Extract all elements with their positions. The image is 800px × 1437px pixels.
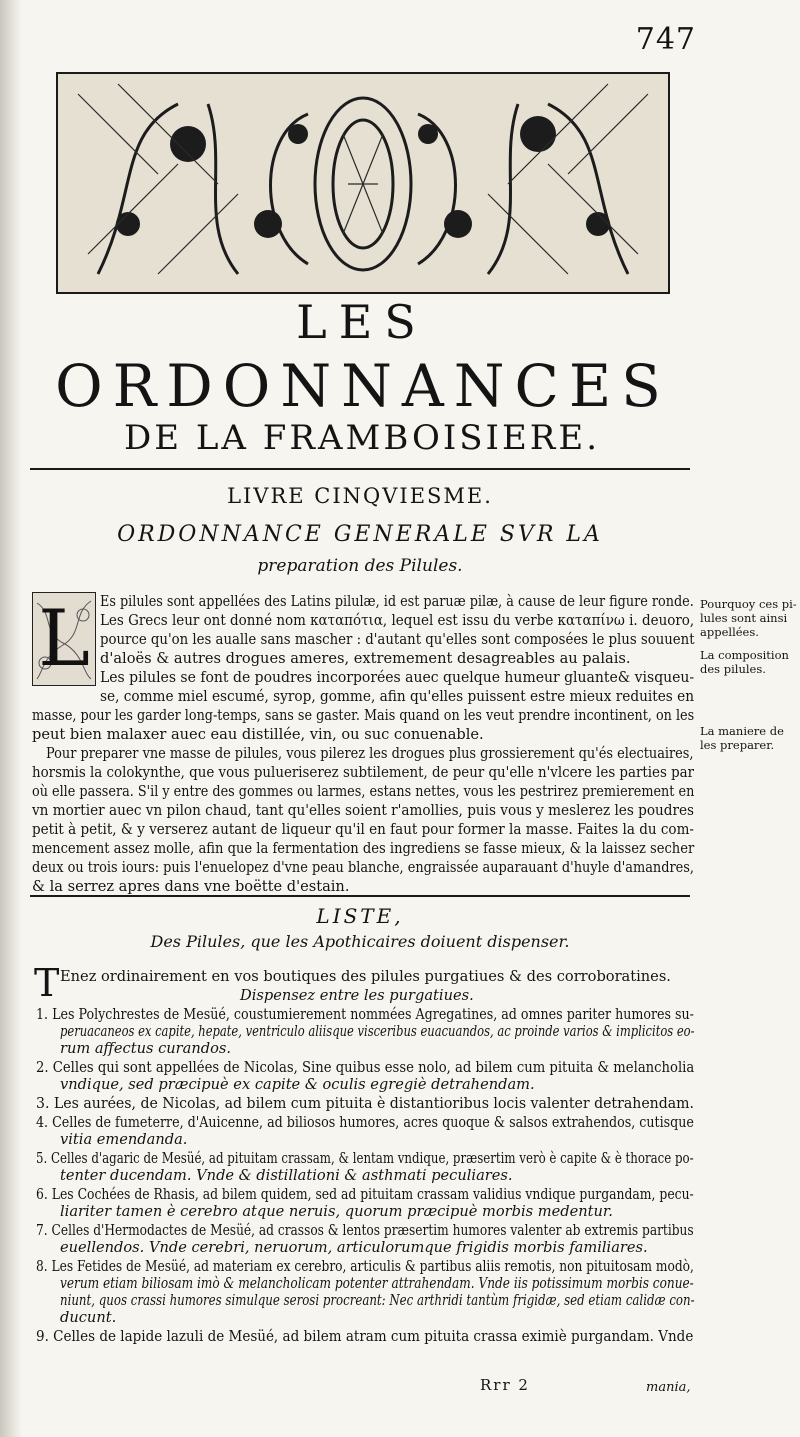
list-item-line: 4. Celles de fumeterre, d'Auicenne, ad biliosos humores, acres quoque & salsos extrahendos, cutisque (36, 1114, 694, 1131)
para2-line: masse, pour les garder long-temps, sans se gaster. Mais quand on les veut prendre incontinent, on les (32, 707, 695, 724)
page-number: 747 (635, 22, 696, 57)
list-item-line: 3. Les aurées, de Nicolas, ad bilem cum pituita è distantioribus locis valenter detrahendam. (36, 1095, 695, 1112)
list-item-line: liariter tamen è cerebro atque neruis, quorum præcipuè morbis medentur. (60, 1203, 613, 1220)
para3-line: mencement assez molle, afin que la fermentation des ingrediens se fasse mieux, & la laissez secher (32, 840, 695, 857)
list-heading: LISTE, (316, 904, 404, 928)
list-item-line: 6. Les Cochées de Rhasis, ad bilem quidem, sed ad pituitam crassam validius vndique purgandam, pecu- (36, 1186, 694, 1203)
intro-initial: T (34, 961, 60, 1005)
list-item-line: 5. Celles d'agaric de Mesüé, ad pituitam crassam, & lentam vndique, præsertim verò è capite & è thorace po- (36, 1150, 694, 1167)
margin-note: des pilules. (700, 662, 766, 676)
title-line-les: LES (296, 295, 428, 349)
para1-line: pource qu'on les aualle sans mascher : d'autant qu'elles sont composées le plus souuent (100, 631, 695, 648)
list-item-line: 1. Les Polychrestes de Mesüé, coustumierement nommées Agregatines, ad omnes pariter humores su- (36, 1006, 694, 1023)
list-item-line: vndique, sed præcipuè ex capite & oculis egregiè detrahendam. (60, 1076, 535, 1093)
woodcut-headpiece (56, 72, 670, 294)
list-item-line: 9. Celles de lapide lazuli de Mesüé, ad bilem atram cum pituita crassa eximiè purgandam. Vnde (36, 1328, 694, 1345)
book-heading: LIVRE CINQVIESME. (227, 484, 493, 508)
margin-note: La composition (700, 648, 789, 662)
para3-line: horsmis la colokynthe, que vous pulueriserez subtilement, de peur qu'elle n'vlcere les parties par (32, 764, 695, 781)
para2-line: se, comme miel escumé, syrop, gomme, afin qu'elles puissent estre mieux reduites en (100, 688, 694, 705)
para3-line: petit à petit, & y verserez autant de liqueur qu'il en faut pour former la masse. Faites la du com- (32, 821, 694, 838)
list-item-line: peruacaneos ex capite, hepate, ventriculo aliisque visceribus euacuandos, ac proinde varios & implicitos eo- (60, 1023, 695, 1040)
title-line-ordonnances: ORDONNANCES (55, 352, 671, 420)
para3-line: vn mortier auec vn pilon chaud, tant qu'elles soient r'amollies, puis vous y meslerez les poudres (32, 802, 694, 819)
list-item-line: vitia emendanda. (60, 1131, 188, 1148)
divider-rule (30, 468, 690, 470)
catchword: mania, (646, 1380, 691, 1395)
margin-note: lules sont ainsi (700, 611, 788, 625)
para2-line: Les pilules se font de poudres incorporées auec quelque humeur gluante& visqueu- (100, 669, 695, 686)
margin-note: La maniere de (700, 724, 784, 738)
list-item-line: 8. Les Fetides de Mesüé, ad materiam ex cerebro, articulis & partibus aliis remotis, non pituitosam modò, (36, 1258, 694, 1275)
decorated-initial (32, 592, 96, 686)
list-item-line: 2. Celles qui sont appellées de Nicolas, Sine quibus esse nolo, ad bilem cum pituita & melancholia (36, 1059, 695, 1076)
divider-rule (30, 895, 690, 897)
para3-line: où elle passera. S'il y entre des gommes ou larmes, estans nettes, vous les pestrirez premierement en (32, 783, 695, 800)
title-line-framboisiere: DE LA FRAMBOISIERE. (123, 418, 601, 458)
para1-line: d'aloës & autres drogues ameres, extremement desagreables au palais. (100, 650, 631, 667)
list-item-line: verum etiam biliosam imò & melancholicam potenter attrahendam. Vnde iis potissimum morbis conue- (60, 1275, 694, 1292)
list-item-line: tenter ducendam. Vnde & distillationi & asthmati peculiares. (60, 1167, 513, 1184)
list-item-line: ducunt. (60, 1309, 117, 1326)
list-item-line: 7. Celles d'Hermodactes de Mesüé, ad crassos & lentos præsertim humores valenter ab extremis partibus (36, 1222, 694, 1239)
page-binding-shadow (0, 0, 22, 1437)
para1-line: Les Grecs leur ont donné nom καταπότια, lequel est issu du verbe καταπίνω i. deuoro, (100, 612, 695, 629)
list-item-line: rum affectus curandos. (60, 1040, 231, 1057)
list-item-line: niunt, quos crassi humores simulque serosi procreant: Nec arthridi tantùm frigidæ, sed etiam calidæ con- (60, 1292, 695, 1309)
margin-note: appellées. (700, 625, 759, 639)
para3-line: & la serrez apres dans vne boëtte d'estain. (32, 878, 350, 895)
list-subheading: Des Pilules, que les Apothicaires doiuent dispenser. (150, 932, 570, 951)
margin-note: Pourquoy ces pi- (700, 597, 797, 611)
initial-letter: L (38, 594, 90, 684)
margin-note: les preparer. (700, 738, 775, 752)
para2-line: peut bien malaxer auec eau distillée, vin, ou suc conuenable. (32, 726, 484, 743)
dispensez-heading: Dispensez entre les purgatiues. (240, 987, 474, 1004)
section-subheading: preparation des Pilules. (257, 556, 463, 576)
list-item-line: euellendos. Vnde cerebri, neruorum, articulorumque frigidis morbis familiares. (60, 1239, 648, 1256)
para3-line: Pour preparer vne masse de pilules, vous pilerez les drogues plus grossierement qu'és electuaires, (46, 745, 694, 762)
signature-mark: Rrr 2 (480, 1376, 530, 1394)
para1-line: Es pilules sont appellées des Latins pilulæ, id est paruæ pilæ, à cause de leur figure ronde. (100, 593, 694, 610)
section-heading: ORDONNANCE GENERALE SVR LA (117, 522, 603, 547)
intro-line: Enez ordinairement en vos boutiques des pilules purgatiues & des corroboratines. (60, 968, 671, 985)
para3-line: deux ou trois iours: puis l'enuelopez d'vne peau blanche, engraissée auparauant d'huyle d'amandres, (32, 859, 694, 876)
